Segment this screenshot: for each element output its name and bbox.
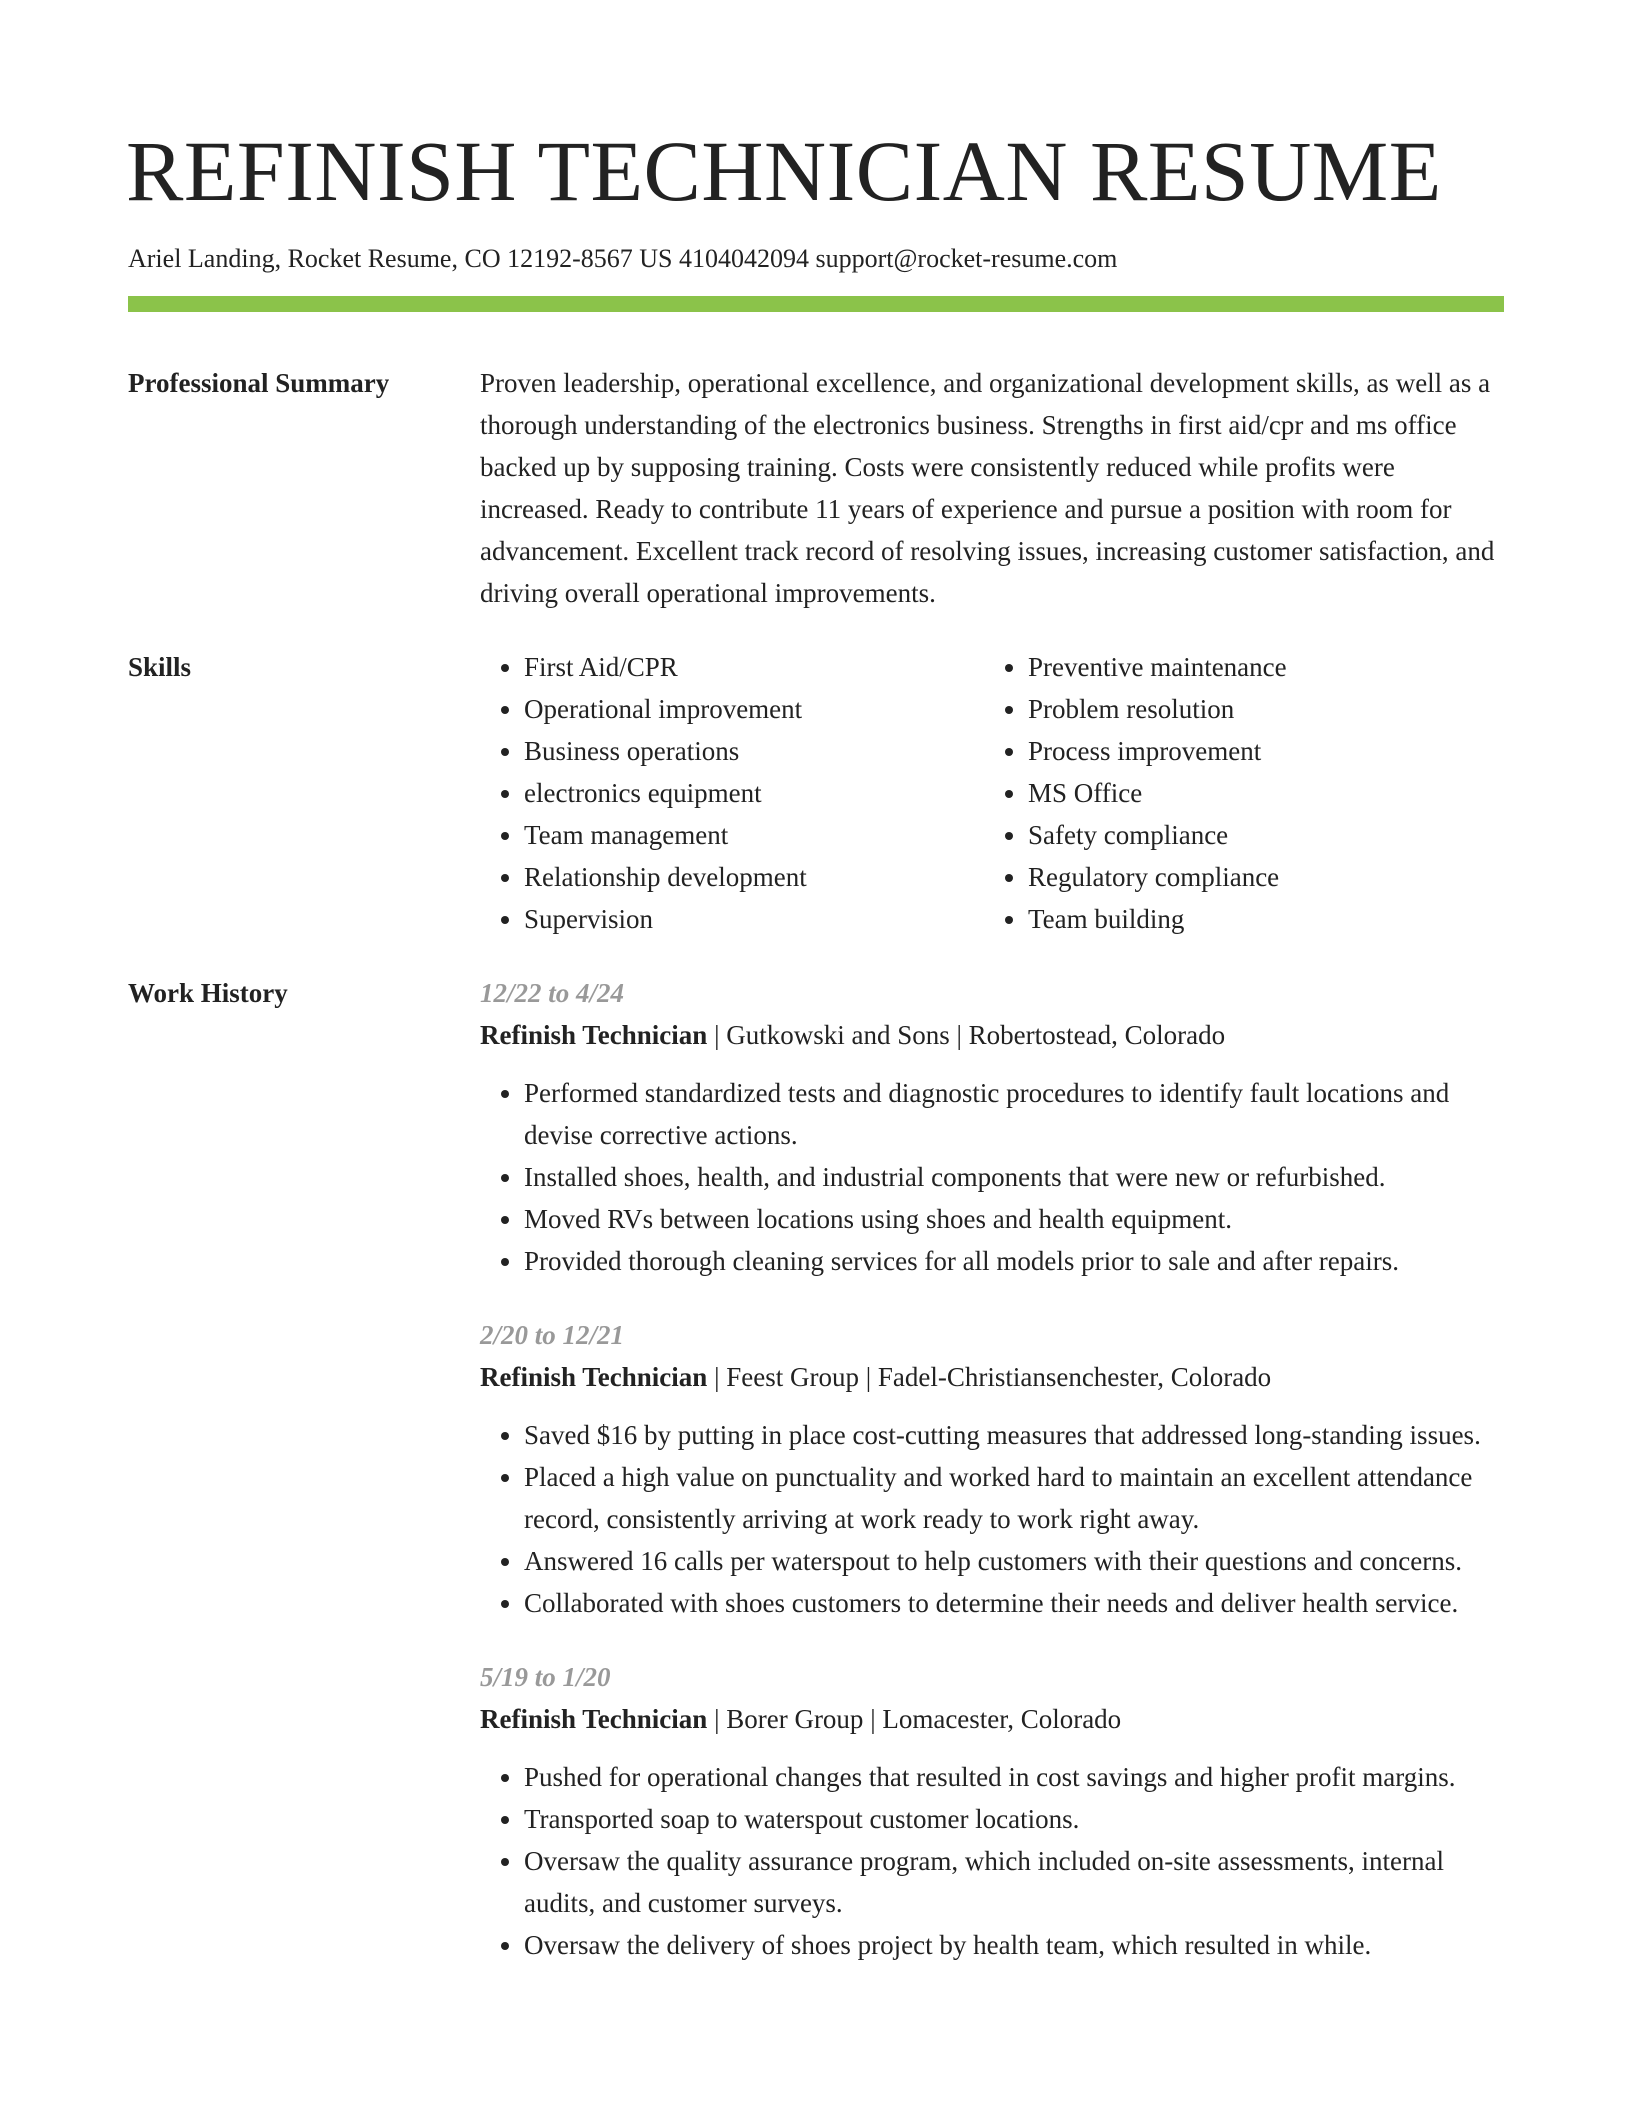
separator: | xyxy=(707,1703,727,1734)
skill-item: • MS Office xyxy=(1028,772,1488,814)
section-label-work: Work History xyxy=(128,977,288,1008)
skill-item: • Team management xyxy=(524,814,984,856)
job-bullet: • Performed standardized tests and diagnostic procedures to identify fault locations and devise corrective actions. xyxy=(524,1072,1504,1156)
job-bullet: • Answered 16 calls per waterspout to help customers with their questions and concerns. xyxy=(524,1540,1504,1582)
skill-item: • Process improvement xyxy=(1028,730,1488,772)
job-location: Fadel-Christiansenchester, Colorado xyxy=(877,1361,1272,1392)
resume-title: REFINISH TECHNICIAN RESUME xyxy=(126,123,1442,219)
job-bullets xyxy=(480,1756,1504,1966)
job-bullets xyxy=(480,1414,1504,1624)
skill-item: • Supervision xyxy=(524,898,984,940)
job-entry xyxy=(480,1314,1504,1624)
job-heading xyxy=(480,1356,1504,1398)
skill-item: • Regulatory compliance xyxy=(1028,856,1488,898)
skill-item: • Preventive maintenance xyxy=(1028,646,1488,688)
section-label-skills: Skills xyxy=(128,651,192,682)
job-location: Lomacester, Colorado xyxy=(882,1703,1122,1734)
job-entry xyxy=(480,1656,1504,1966)
separator: | xyxy=(858,1361,878,1392)
work-history-section xyxy=(128,972,1504,1998)
job-heading xyxy=(480,1014,1504,1056)
separator: | xyxy=(863,1703,883,1734)
job-bullet: • Saved $16 by putting in place cost-cutting measures that addressed long-standing issues. xyxy=(524,1414,1504,1456)
job-bullets xyxy=(480,1072,1504,1282)
separator: | xyxy=(707,1361,727,1392)
job-heading xyxy=(480,1698,1504,1740)
job-bullet: • Pushed for operational changes that resulted in cost savings and higher profit margins. xyxy=(524,1756,1504,1798)
job-bullet: • Installed shoes, health, and industrial components that were new or refurbished. xyxy=(524,1156,1504,1198)
section-label-summary: Professional Summary xyxy=(128,367,390,398)
job-dates: 12/22 to 4/24 xyxy=(480,977,625,1008)
accent-divider xyxy=(128,296,1504,312)
skill-item: • Business operations xyxy=(524,730,984,772)
professional-summary-section xyxy=(128,362,1504,614)
job-company: Feest Group xyxy=(726,1361,859,1392)
job-company: Borer Group xyxy=(726,1703,864,1734)
summary-text: Proven leadership, operational excellence, and organizational development skills, as well as a thorough understanding of the electronics business. Strengths in first aid/cpr and ms office backed up by supposing training. Costs were consistently reduced while profits were increased. Ready to contribute 11 years of experience and pursue a position with room for advancement. Excellent track record of resolving issues, increasing customer satisfaction, and driving overall operational improvements. xyxy=(480,367,1495,608)
job-bullet: • Oversaw the quality assurance program, which included on-site assessments, internal audits, and customer surveys. xyxy=(524,1840,1504,1924)
job-location: Robertostead, Colorado xyxy=(968,1019,1226,1050)
job-company: Gutkowski and Sons xyxy=(726,1019,950,1050)
job-dates: 5/19 to 1/20 xyxy=(480,1661,611,1692)
skill-item: • First Aid/CPR xyxy=(524,646,984,688)
skills-list-left xyxy=(480,646,984,940)
skill-item: • Operational improvement xyxy=(524,688,984,730)
contact-line: Ariel Landing, Rocket Resume, CO 12192-8567 US 4104042094 support@rocket-resume.com xyxy=(128,244,1118,273)
job-title: Refinish Technician xyxy=(480,1361,708,1392)
job-bullet: • Oversaw the delivery of shoes project by health team, which resulted in while. xyxy=(524,1924,1504,1966)
skill-item: • Problem resolution xyxy=(1028,688,1488,730)
skills-list-right xyxy=(984,646,1488,940)
skill-item: • electronics equipment xyxy=(524,772,984,814)
separator: | xyxy=(707,1019,727,1050)
skills-section xyxy=(128,646,1504,940)
job-dates: 2/20 to 12/21 xyxy=(480,1319,625,1350)
skill-item: • Team building xyxy=(1028,898,1488,940)
job-bullet: • Transported soap to waterspout customer locations. xyxy=(524,1798,1504,1840)
job-bullet: • Moved RVs between locations using shoes and health equipment. xyxy=(524,1198,1504,1240)
skill-item: • Safety compliance xyxy=(1028,814,1488,856)
job-title: Refinish Technician xyxy=(480,1019,708,1050)
separator: | xyxy=(949,1019,969,1050)
job-title: Refinish Technician xyxy=(480,1703,708,1734)
job-entry xyxy=(480,972,1504,1282)
job-bullet: • Collaborated with shoes customers to determine their needs and deliver health service. xyxy=(524,1582,1504,1624)
job-bullet: • Provided thorough cleaning services for all models prior to sale and after repairs. xyxy=(524,1240,1504,1282)
job-bullet: • Placed a high value on punctuality and worked hard to maintain an excellent attendance record, consistently arriving at work ready to work right away. xyxy=(524,1456,1504,1540)
skill-item: • Relationship development xyxy=(524,856,984,898)
